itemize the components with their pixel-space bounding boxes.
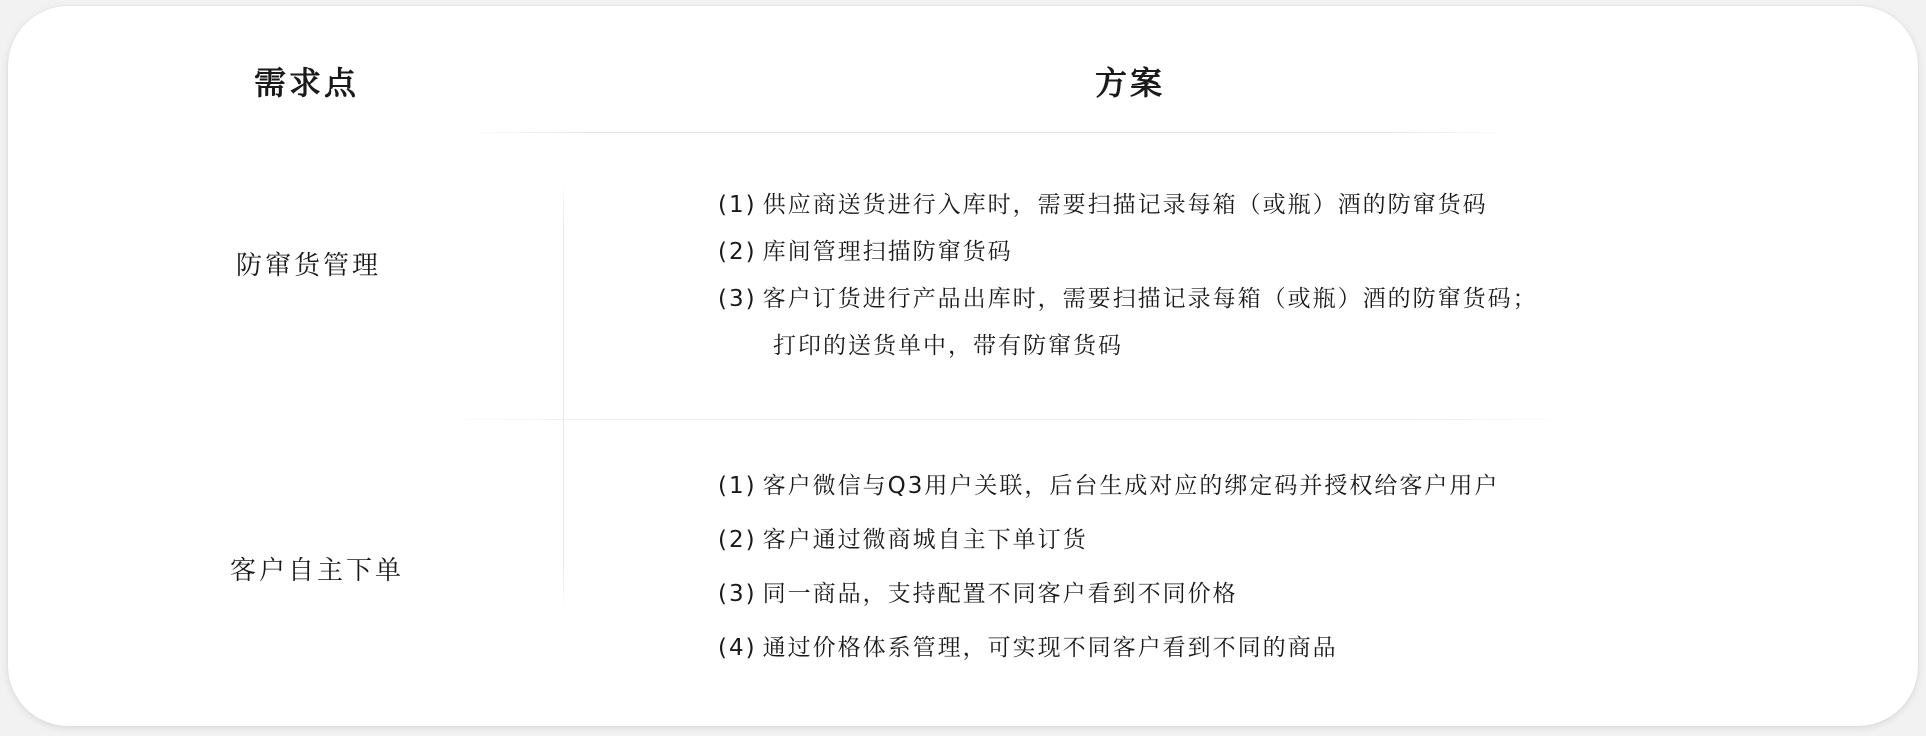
item-text: 客户通过微商城自主下单订货 (762, 527, 1088, 553)
solution-item (718, 579, 1499, 609)
item-number: (3) (718, 581, 757, 607)
solution-list (718, 471, 1499, 687)
item-text: 库间管理扫描防窜货码 (762, 239, 1013, 265)
solution-item (718, 237, 1538, 267)
item-text: 客户微信与Q3用户关联，后台生成对应的绑定码并授权给客户用户 (762, 473, 1500, 499)
item-number: (2) (718, 239, 757, 265)
item-text: 通过价格体系管理，可实现不同客户看到不同的商品 (762, 635, 1338, 661)
item-number: (1) (718, 473, 757, 499)
header-requirement: 需求点 (254, 64, 360, 102)
solution-list (718, 190, 1538, 378)
item-number: (1) (718, 192, 757, 218)
item-text: 供应商送货进行入库时，需要扫描记录每箱（或瓶）酒的防窜货码 (762, 192, 1488, 218)
item-text: 同一商品，支持配置不同客户看到不同价格 (762, 581, 1238, 607)
header-divider (458, 132, 1518, 133)
requirement-cell: 防窜货管理 (236, 251, 382, 281)
solution-item (718, 471, 1499, 501)
solution-item (718, 284, 1538, 314)
header-solution: 方案 (1095, 64, 1166, 102)
requirements-table-card (8, 6, 1918, 726)
item-text: 打印的送货单中，带有防窜货码 (773, 333, 1123, 359)
item-number: (2) (718, 527, 757, 553)
solution-item (718, 190, 1538, 220)
item-number: (4) (718, 635, 757, 661)
column-divider (563, 181, 564, 611)
requirement-cell: 客户自主下单 (230, 556, 405, 586)
solution-item (718, 633, 1499, 663)
solution-item (718, 525, 1499, 555)
item-number: (3) (718, 286, 757, 312)
solution-item-continuation (718, 331, 1538, 361)
row-divider (428, 419, 1588, 420)
item-text: 客户订货进行产品出库时，需要扫描记录每箱（或瓶）酒的防窜货码； (762, 286, 1538, 312)
